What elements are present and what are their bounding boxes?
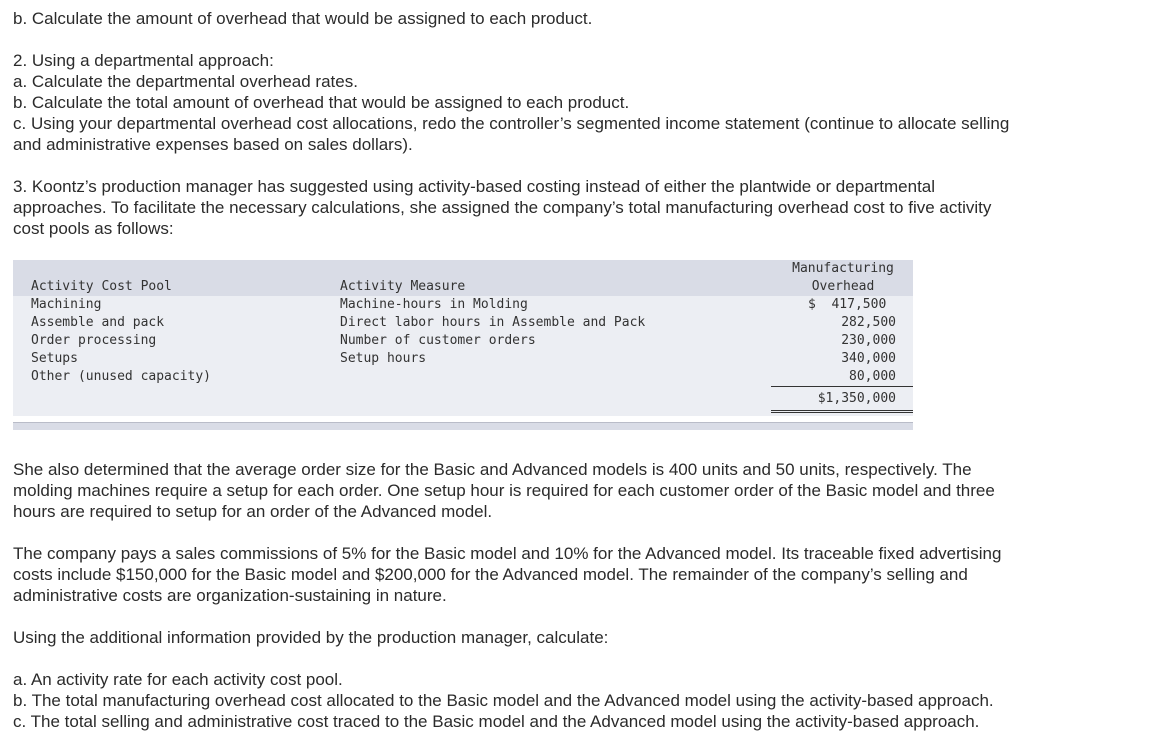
para2-line2: costs include $150,000 for the Basic model and $200,000 for the Advanced model. The remainder of the company’s selling and <box>13 565 968 584</box>
row-pool: Machining <box>31 297 102 312</box>
row-amount: $ 417,500 <box>808 297 887 312</box>
row-pool: Other (unused capacity) <box>31 369 212 384</box>
task-c: c. The total selling and administrative cost traced to the Basic model and the Advanced model using the activity-based approach. <box>13 712 980 731</box>
total-amount: $1,350,000 <box>817 391 896 406</box>
para1-line1: She also determined that the average order size for the Basic and Advanced models is 400 units and 50 units, respectively. The <box>13 460 972 479</box>
para1-line3: hours are required to setup for an order of the Advanced model. <box>13 502 493 521</box>
intro-part-b: b. Calculate the amount of overhead that would be assigned to each product. <box>13 9 593 28</box>
row-amount: 230,000 <box>841 333 896 348</box>
q3-line2: approaches. To facilitate the necessary calculations, she assigned the company’s total manufacturing overhead cost to five activity <box>13 198 992 217</box>
header-overhead-line1: Manufacturing <box>792 261 894 276</box>
q2-part-c-line2: and administrative expenses based on sales dollars). <box>13 135 413 154</box>
row-pool: Assemble and pack <box>31 315 165 330</box>
activity-cost-pool-table <box>13 260 913 430</box>
q2-heading: 2. Using a departmental approach: <box>13 51 274 70</box>
header-overhead-line2: Overhead <box>811 279 875 294</box>
row-measure: Machine-hours in Molding <box>340 297 528 312</box>
task-a: a. An activity rate for each activity cost pool. <box>13 670 343 689</box>
q2-part-c-line1: c. Using your departmental overhead cost allocations, redo the controller’s segmented income statement (continue to allocate selling <box>13 114 1010 133</box>
total-double-rule-1 <box>771 410 913 411</box>
para2-line1: The company pays a sales commissions of 5% for the Basic model and 10% for the Advanced model. Its traceable fixed advertising <box>13 544 1002 563</box>
table-footer-bar <box>13 422 913 430</box>
para2-line3: administrative costs are organization-sustaining in nature. <box>13 586 447 605</box>
row-pool: Setups <box>31 351 78 366</box>
header-activity-cost-pool: Activity Cost Pool <box>31 279 172 294</box>
q3-line3: cost pools as follows: <box>13 219 174 238</box>
q3-line1: 3. Koontz’s production manager has suggested using activity-based costing instead of either the plantwide or departmental <box>13 177 936 196</box>
row-measure: Direct labor hours in Assemble and Pack <box>340 315 646 330</box>
para3-line1: Using the additional information provided by the production manager, calculate: <box>13 628 609 647</box>
q2-part-b: b. Calculate the total amount of overhead that would be assigned to each product. <box>13 93 630 112</box>
row-amount: 80,000 <box>849 369 896 384</box>
header-activity-measure: Activity Measure <box>340 279 466 294</box>
para1-line2: molding machines require a setup for each order. One setup hour is required for each customer order of the Basic model and three <box>13 481 995 500</box>
q2-part-a: a. Calculate the departmental overhead rates. <box>13 72 358 91</box>
total-top-rule <box>771 386 913 387</box>
task-b: b. The total manufacturing overhead cost allocated to the Basic model and the Advanced model using the activity-based approach. <box>13 691 994 710</box>
row-amount: 282,500 <box>841 315 896 330</box>
row-measure: Number of customer orders <box>340 333 536 348</box>
total-double-rule-2 <box>771 412 913 413</box>
row-pool: Order processing <box>31 333 157 348</box>
row-measure: Setup hours <box>340 351 427 366</box>
row-amount: 340,000 <box>841 351 896 366</box>
